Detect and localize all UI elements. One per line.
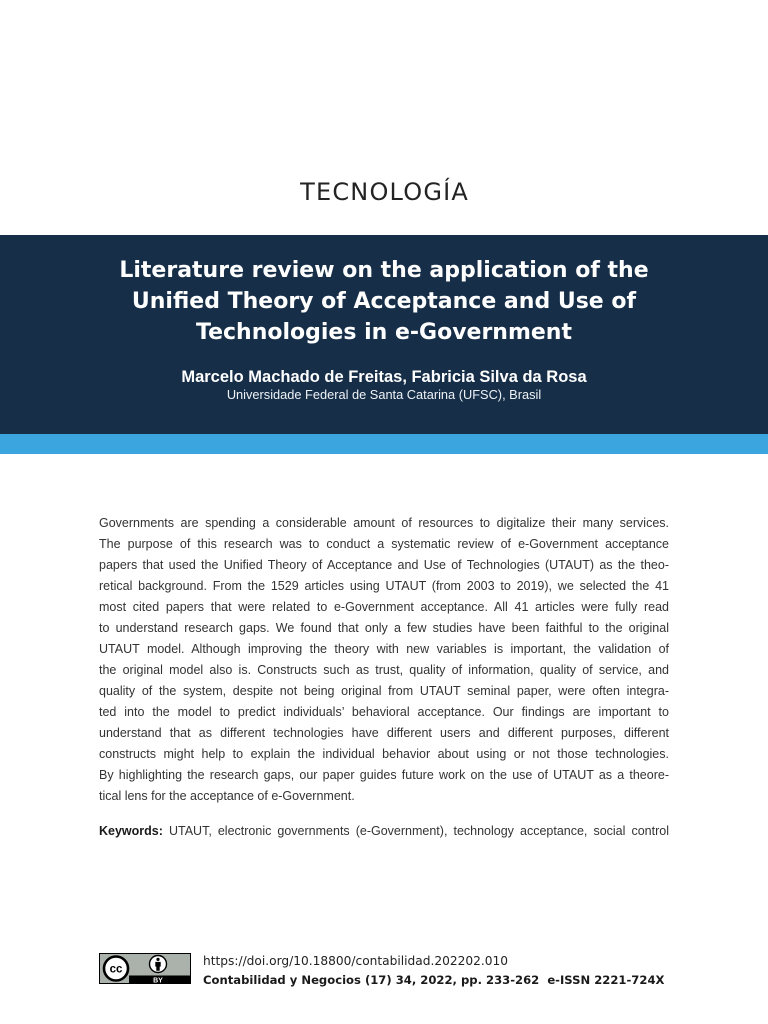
abstract [99,513,669,807]
cc-by-license-badge [99,953,191,984]
accent-stripe [0,434,768,454]
keywords [99,821,669,842]
keywords-text: UTAUT, electronic governments (e-Government), technology acceptance, social control [168,824,669,838]
doi-link[interactable]: https://doi.org/10.18800/contabilidad.202202.010 [203,954,508,968]
cc-logo-icon [104,957,128,981]
article-title [0,255,768,348]
abstract-line: By highlighting the research gaps, our paper guides future work on the use of UTAUT as a theore- [99,768,669,782]
by-label: BY [153,977,163,984]
section-label: TECNOLOGÍA [300,178,470,206]
abstract-line: ted into the model to predict individuals’ behavioral acceptance. Our findings are important to [99,705,669,719]
article-title-line: Technologies in e-Government [196,320,572,345]
abstract-line: papers that used the Unified Theory of Acceptance and Use of Technologies (UTAUT) as the theo- [99,558,669,572]
abstract-line: The purpose of this research was to conduct a systematic review of e-Government acceptance [99,537,669,551]
abstract-line: Governments are spending a considerable amount of resources to digitalize their many services. [99,516,669,530]
abstract-line: quality of the system, despite not being original from UTAUT seminal paper, were often integra- [99,684,669,698]
article-title-line: Unified Theory of Acceptance and Use of [131,289,637,314]
cc-logo-text: cc [109,963,123,976]
affiliation: Universidade Federal de Santa Catarina (UFSC), Brasil [226,387,542,402]
title-banner [0,235,768,434]
article-title-line: Literature review on the application of the [119,258,649,283]
abstract-line: retical background. From the 1529 articles using UTAUT (from 2003 to 2019), we selected the 41 [99,579,669,593]
journal-citation: Contabilidad y Negocios (17) 34, 2022, pp. 233-262 e-ISSN 2221-724X [203,973,665,987]
abstract-line: tical lens for the acceptance of e-Government. [99,789,355,803]
abstract-line: the original model also is. Constructs such as trust, quality of information, quality of service, and [99,663,669,677]
cc-by-badge-graphic [99,953,191,984]
abstract-line: most cited papers that were related to e-Government acceptance. All 41 articles were fully read [99,600,669,614]
abstract-line: UTAUT model. Although improving the theory with new variables is important, the validation of [99,642,669,656]
abstract-line: understand that as different technologies have different users and different purposes, different [99,726,669,740]
abstract-line: to understand research gaps. We found that only a few studies have been faithful to the original [99,621,669,635]
authors: Marcelo Machado de Freitas, Fabricia Silva da Rosa [181,368,587,386]
abstract-line: constructs might help to explain the individual behavior about using or not those technologies. [99,747,669,761]
attribution-person-icon [150,956,167,973]
keywords-label: Keywords: [99,824,163,838]
